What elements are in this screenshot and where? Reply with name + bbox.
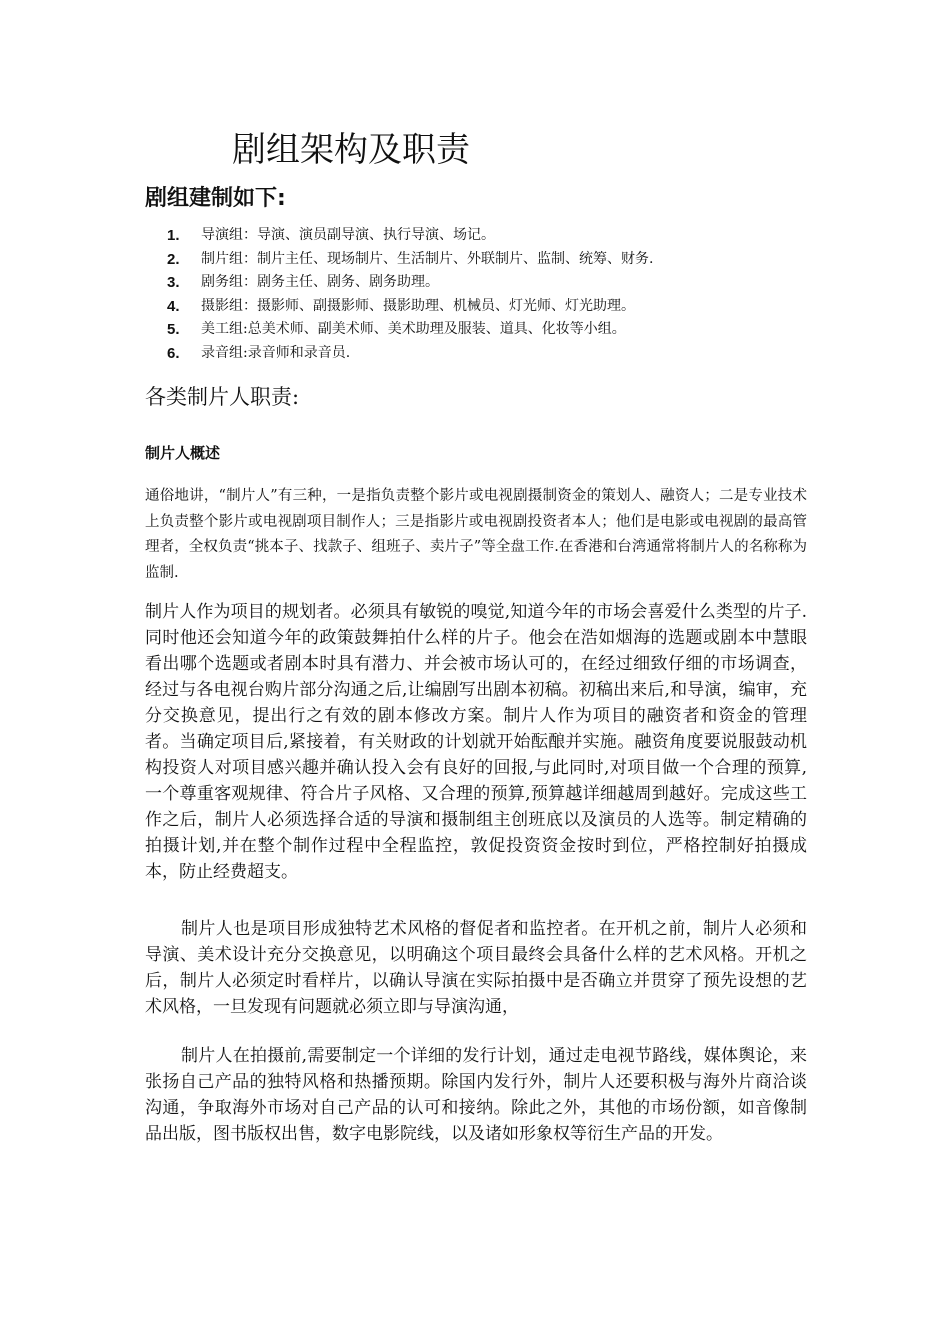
crew-group-list: [145, 224, 845, 366]
list-text: 导演组：导演、演员副导演、执行导演、场记。: [201, 227, 495, 243]
document-title: 剧组架构及职责: [232, 130, 470, 170]
list-item: [145, 224, 845, 248]
list-item: [145, 248, 845, 272]
list-text: 录音组:录音师和录音员.: [201, 344, 351, 361]
list-number: 6.: [167, 344, 180, 362]
list-text: 摄影组：摄影师、副摄影师、摄影助理、机械员、灯光师、灯光助理。: [201, 297, 635, 314]
list-text: 剧务组：剧务主任、剧务、剧务助理。: [201, 274, 439, 291]
distribution-paragraph: 制片人在拍摄前,需要制定一个详细的发行计划，通过走电视节路线，媒体舆论，来张扬自己产品的独特风格和热播预期。除国内发行外，制片人还要积极与海外片商洽谈沟通，争取海外市场对自己产品的认可和接纳。除此之外，其他的市场份额，如音像制品出版，图书版权出售，数字电影院线，以及诸如形象权等衍生产品的开发。: [145, 1046, 807, 1144]
crew-structure-heading: 剧组建制如下:: [145, 186, 286, 211]
list-text: 制片组：制片主任、现场制片、生活制片、外联制片、监制、统筹、财务.: [201, 250, 654, 267]
list-number: 3.: [167, 274, 180, 292]
planner-paragraph: 制片人作为项目的规划者。必须具有敏锐的嗅觉,知道今年的市场会喜爱什么类型的片子.同时他还会知道今年的政策鼓舞拍什么样的片子。他会在浩如烟海的选题或剧本中慧眼看出哪个选题或者剧本时具有潜力、并会被市场认可的，在经过细致仔细的市场调查，经过与各电视台购片部分沟通之后,让编剧写出剧本初稿。初稿出来后,和导演，编审，充分交换意见，提出行之有效的剧本修改方案。制片人作为项目的融资者和资金的管理者。当确定项目后,紧接着，有关财政的计划就开始酝酿并实施。融资角度要说服鼓动机构投资人对项目感兴趣并确认投入会有良好的回报,与此同时,对项目做一个合理的预算,一个尊重客观规律、符合片子风格、又合理的预算,预算越详细越周到越好。完成这些工作之后，制片人必须选择合适的导演和摄制组主创班底以及演员的人选等。制定精确的拍摄计划,并在整个制作过程中全程监控，敦促投资资金按时到位，严格控制好拍摄成本，防止经费超支。: [145, 602, 807, 882]
list-number: 5.: [167, 321, 180, 339]
list-item: [145, 318, 845, 342]
list-item: [145, 295, 845, 319]
producer-duties-heading: 各类制片人职责:: [145, 385, 300, 409]
list-text: 美工组:总美术师、副美术师、美术助理及服装、道具、化妆等小组。: [201, 321, 626, 338]
list-item: [145, 342, 845, 366]
list-item: [145, 271, 845, 295]
list-number: 2.: [167, 250, 180, 268]
art-style-paragraph: 制片人也是项目形成独特艺术风格的督促者和监控者。在开机之前，制片人必须和导演、美术设计充分交换意见，以明确这个项目最终会具备什么样的艺术风格。开机之后，制片人必须定时看样片，以确认导演在实际拍摄中是否确立并贯穿了预先设想的艺术风格，一旦发现有问题就必须立即与导演沟通，: [145, 919, 807, 1017]
list-number: 1.: [167, 227, 180, 244]
producer-overview-heading: 制片人概述: [145, 444, 221, 462]
overview-paragraph: 通俗地讲，“制片人”有三种，一是指负责整个影片或电视剧摄制资金的策划人、融资人；二是专业技术上负责整个影片或电视剧项目制作人；三是指影片或电视剧投资者本人；他们是电影或电视剧的最高管理者，全权负责“挑本子、找款子、组班子、卖片子”等全盘工作.在香港和台湾通常将制片人的名称称为监制.: [145, 488, 807, 581]
list-number: 4.: [167, 297, 180, 315]
